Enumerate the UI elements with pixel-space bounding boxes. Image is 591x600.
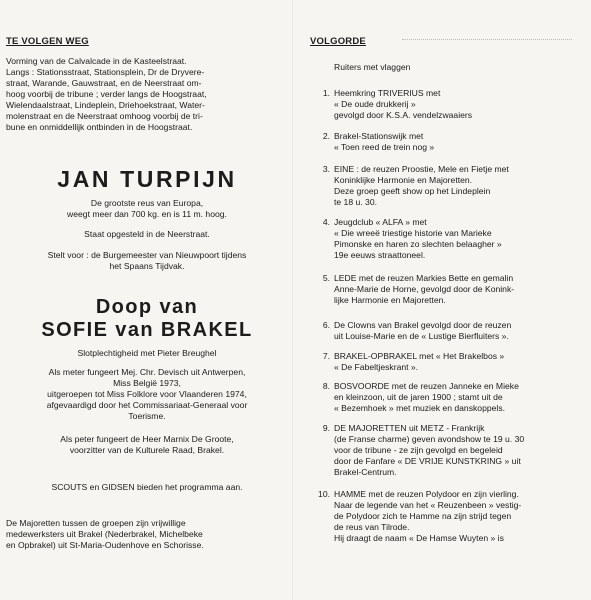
peter-line: Als peter fungeert de Heer Marnix De Groote, — [60, 434, 234, 444]
item-line: Hij draagt de naam « De Hamse Wuyten » is — [334, 533, 504, 543]
item-line: 19e eeuws straattoneel. — [334, 250, 426, 260]
item-number: 7. — [322, 351, 330, 361]
item-line: Anne-Marie de Horne, gevolgd door de Konink- — [334, 284, 515, 294]
giant-represents — [6, 250, 288, 272]
item-line: De Clowns van Brakel gevolgd door de reuzen — [334, 320, 512, 330]
meter-line: uitgeroepen tot Miss Folklore voor Vlaanderen 1974, — [47, 389, 247, 399]
item-line: BRAKEL-OPBRAKEL met « Het Brakelbos » — [334, 351, 505, 361]
item-line: Koninklijke Harmonie en Majoretten. — [334, 175, 473, 185]
route-line: hoog voorbij de tribune ; verder langs de Hoogstraat, — [6, 89, 207, 99]
meter-line: Toerisme. — [128, 411, 166, 421]
order-heading: VOLGORDE — [310, 36, 366, 47]
item-line: « Die wreeë triestige historie van Marieke — [334, 228, 492, 238]
order-intro: Ruiters met vlaggen — [334, 62, 411, 72]
item-line: HAMME met de reuzen Polydoor en zijn vierling. — [334, 489, 519, 499]
item-number: 1. — [322, 88, 330, 98]
peter-line: voorzitter van de Kulturele Raad, Brakel. — [69, 445, 225, 455]
majoretten-line: en Opbrakel) uit St-Maria-Oudenhove en Schorisse. — [6, 540, 204, 550]
item-text — [334, 423, 586, 478]
majoretten-line: De Majoretten tussen de groepen zijn vrijwillige — [6, 518, 186, 528]
route-line: molenstraat en de Neerstraat omhoog voorbij de tri- — [6, 111, 203, 121]
item-line: door de Fanfare « DE VRIJE KUNSTKRING » uit — [334, 456, 521, 466]
giant-title: JAN TURPIJN — [57, 166, 237, 192]
item-text — [334, 351, 586, 373]
scouts-line: SCOUTS en GIDSEN bieden het programma aan. — [51, 482, 243, 492]
item-line: BOSVOORDE met de reuzen Janneke en Mieke — [334, 381, 519, 391]
item-number: 10. — [318, 489, 330, 499]
item-text — [334, 273, 586, 306]
doop-title-1: Doop van — [95, 296, 199, 318]
item-line: te 18 u. 30. — [334, 197, 378, 207]
giant-desc-line: weegt meer dan 700 kg. en is 11 m. hoog. — [67, 209, 227, 219]
item-number: 5. — [322, 273, 330, 283]
item-line: DE MAJORETTEN uit METZ - Frankrijk — [334, 423, 485, 433]
item-line: voor de tribune - ze zijn gevolgd en begeleid — [334, 445, 503, 455]
route-line: bune en onmiddellijk ontbinden in de Hoogstraat. — [6, 122, 193, 132]
item-line: « Bezemhoek » met muziek en danskoppels. — [334, 403, 506, 413]
item-text — [334, 131, 586, 153]
item-text — [334, 381, 586, 414]
item-line: « Toen reed de trein nog » — [334, 142, 435, 152]
item-line: Jeugdclub « ALFA » met — [334, 217, 427, 227]
majoretten-paragraph — [6, 518, 288, 551]
item-line: Naar de legende van het « Reuzenbeen » vestig- — [334, 500, 522, 510]
item-line: « De Fabeltjeskrant ». — [334, 362, 419, 372]
item-line: « De oude drukkerij » — [334, 99, 416, 109]
giant-location: Staat opgesteld in de Neerstraat. — [84, 229, 210, 239]
item-line: (de Franse charme) geven avondshow te 19 u. 30 — [334, 434, 525, 444]
giant-desc-line: De grootste reus van Europa, — [90, 198, 204, 208]
item-line: Brakel-Centrum. — [334, 467, 397, 477]
item-line: LEDE met de reuzen Markies Bette en gemalin — [334, 273, 514, 283]
item-line: Pimonske en haren zo slechten belaagher » — [334, 239, 502, 249]
item-number: 2. — [322, 131, 330, 141]
item-line: EINE : de reuzen Proostie, Mele en Fietje met — [334, 164, 509, 174]
item-line: lijke Harmonie en Majoretten. — [334, 295, 446, 305]
giant-represents-line: het Spaans Tijdvak. — [109, 261, 185, 271]
meter-line: Als meter fungeert Mej. Chr. Devisch uit Antwerpen, — [48, 367, 246, 377]
route-line: Langs : Stationsstraat, Stationsplein, Dr de Dryvere- — [6, 67, 205, 77]
item-line: Deze groep geeft show op het Lindeplein — [334, 186, 491, 196]
item-text — [334, 217, 586, 261]
route-heading: TE VOLGEN WEG — [6, 36, 89, 47]
meter-line: Miss België 1973, — [113, 378, 181, 388]
item-number: 8. — [322, 381, 330, 391]
item-number: 6. — [322, 320, 330, 330]
doop-subtitle: Slotplechtigheid met Pieter Breughel — [77, 348, 217, 358]
item-line: de Polydoor zich te Hamme na zijn strijd tegen — [334, 511, 512, 521]
fold-line — [292, 0, 293, 600]
majoretten-line: medewerksters uit Brakel (Nederbrakel, Michelbeke — [6, 529, 203, 539]
item-text — [334, 88, 586, 121]
giant-description — [6, 198, 288, 220]
dotted-rule — [402, 39, 572, 40]
item-text — [334, 164, 586, 208]
giant-represents-line: Stelt voor : de Burgemeester van Nieuwpoort tijdens — [47, 250, 247, 260]
route-paragraph — [6, 56, 288, 133]
meter-line: afgevaardigd door het Commissariaat-Generaal voor — [46, 400, 248, 410]
item-line: uit Louise-Marie en de « Lustige Bierfluiters ». — [334, 331, 509, 341]
meter-paragraph — [6, 367, 288, 422]
route-line: straat, Warande, Gauwstraat, en de Neerstraat om- — [6, 78, 202, 88]
doop-title-2: SOFIE van BRAKEL — [41, 319, 253, 341]
item-line: en kleinzoon, uit de jaren 1900 ; stamt uit de — [334, 392, 503, 402]
item-text — [334, 489, 586, 544]
item-number: 9. — [322, 423, 330, 433]
peter-paragraph — [6, 434, 288, 456]
route-line: Vorming van de Calvalcade in de Kasteelstraat. — [6, 56, 187, 66]
item-line: de reus van Tilrode. — [334, 522, 410, 532]
item-line: Brakel-Stationswijk met — [334, 131, 424, 141]
item-number: 4. — [322, 217, 330, 227]
item-line: Heemkring TRIVERIUS met — [334, 88, 441, 98]
item-number: 3. — [322, 164, 330, 174]
item-line: gevolgd door K.S.A. vendelzwaaiers — [334, 110, 473, 120]
route-line: Wielendaalstraat, Lindeplein, Driehoekstraat, Water- — [6, 100, 205, 110]
item-text — [334, 320, 586, 342]
